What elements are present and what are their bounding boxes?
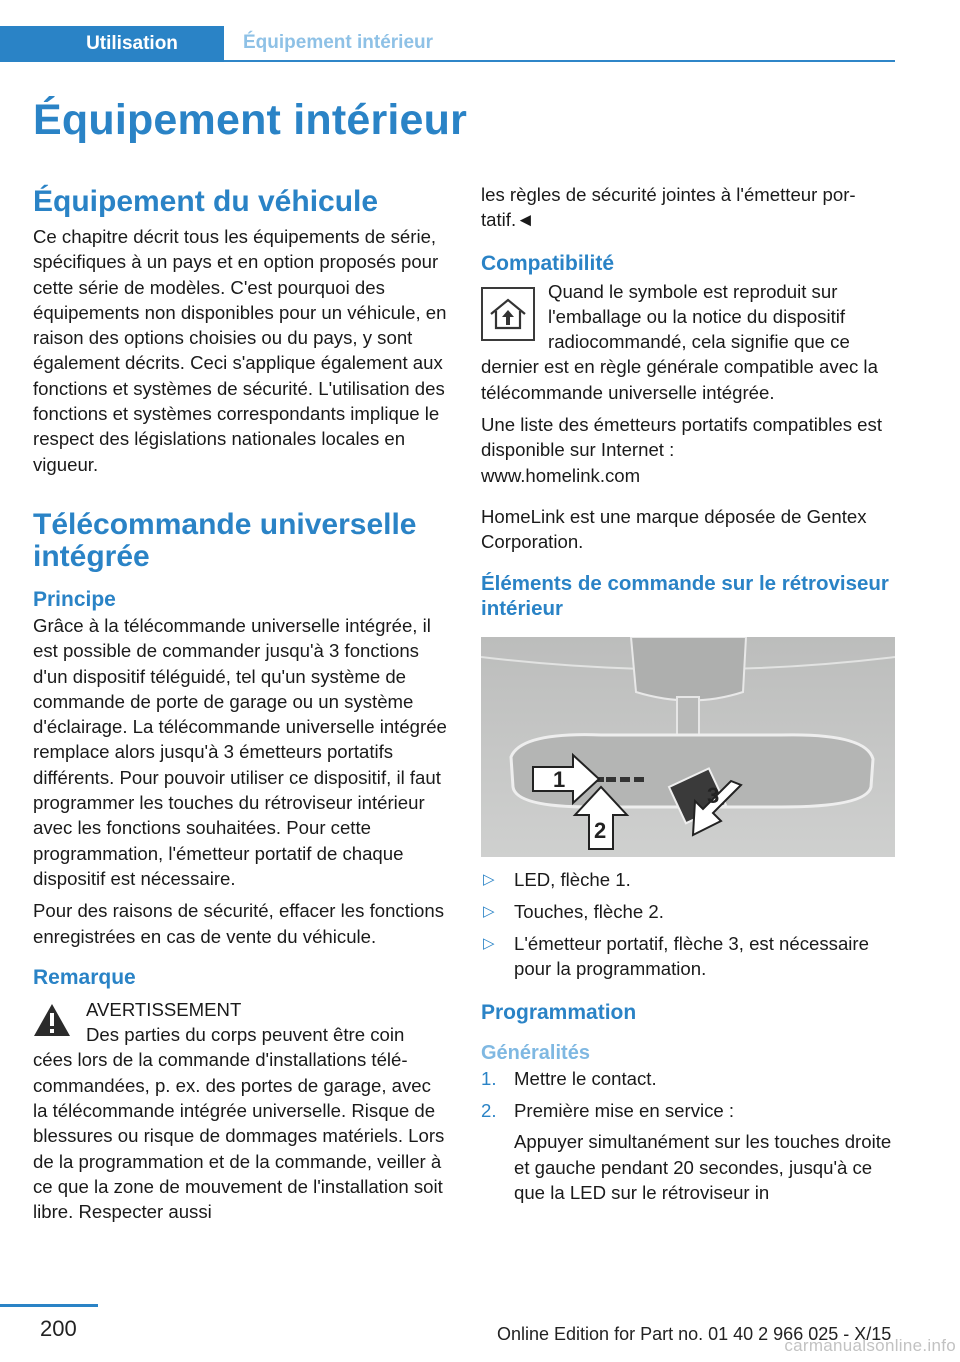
general-heading: Généralités — [481, 1041, 590, 1064]
compatibility-text-a: Quand le symbole est reproduit sur l'emballage ou la notice du dispositif radiocommandé, cela signifie que ce — [548, 280, 850, 353]
vehicle-equipment-heading: Équipement du véhicule — [33, 185, 379, 218]
rearview-mirror-illustration — [481, 637, 895, 857]
compatible-list-text: Une liste des émetteurs portatifs compatibles est disponible sur Internet : — [481, 414, 882, 461]
controls-list — [481, 867, 897, 982]
list-item-text: Touches, flèche 2. — [514, 900, 664, 922]
warning-triangle-icon — [33, 1002, 71, 1038]
note-heading: Remarque — [33, 965, 136, 989]
programming-heading: Programmation — [481, 1000, 637, 1024]
list-item — [481, 931, 897, 982]
warning-title: AVERTISSEMENT — [86, 998, 242, 1020]
list-item — [481, 899, 897, 924]
header-rule — [224, 60, 895, 62]
vehicle-equipment-text: Ce chapitre décrit tous les équipements de série, spécifiques à un pays et en option proposés pour cette série de modèles. C'est pourquoi des équipements non disponibles pour un véhicule, en raison des options choisies ou du pays, y sont également décrits. Ceci s'applique également aux fonctions et systèmes de sécurité. L'utilisation des fonctions et systèmes correspondants implique le respect des législations nationales locales en vigueur. — [33, 226, 447, 475]
step-item — [481, 1066, 897, 1091]
warning-continuation: les règles de sécurité jointes à l'émetteur portatif.◄ — [481, 184, 856, 231]
step-text: Mettre le contact. — [514, 1067, 657, 1089]
home-symbol-icon — [481, 287, 535, 341]
triangle-bullet-icon: ▷ — [483, 902, 495, 920]
arrow-label-2: 2 — [594, 817, 607, 843]
step-number: 2. — [481, 1100, 497, 1122]
arrow-label-3: 3 — [707, 782, 720, 808]
warning-block — [33, 997, 449, 1048]
page-number: 200 — [40, 1316, 77, 1341]
controls-heading: Éléments de commande sur le rétroviseur intérieur — [481, 571, 889, 620]
right-column — [481, 182, 897, 1205]
homelink-url[interactable]: www.homelink.com — [481, 464, 641, 486]
step-text: Première mise en service : — [514, 1100, 735, 1122]
safety-text: Pour des raisons de sécurité, effacer les fonctions enregistrées en cas de vente du véhicule. — [33, 900, 445, 947]
tab-utilisation[interactable]: Utilisation — [0, 26, 224, 62]
compatibility-block — [481, 279, 897, 355]
trademark-text: HomeLink est une marque déposée de Gentex Corporation. — [481, 505, 867, 553]
step-number: 1. — [481, 1067, 497, 1089]
programming-steps — [481, 1066, 897, 1124]
left-column — [33, 182, 449, 1225]
principle-heading: Principe — [33, 587, 116, 611]
header-tabs — [0, 26, 895, 62]
tab-equipement-interieur[interactable]: Équipement intérieur — [243, 32, 434, 53]
step-item — [481, 1098, 897, 1123]
page-number-rule — [0, 1304, 98, 1307]
list-item-text: LED, flèche 1. — [514, 868, 631, 890]
compatibility-heading: Compatibilité — [481, 251, 615, 275]
principle-text: Grâce à la télécommande universelle intégrée, il est possible de commander jusqu'à 3 fonctions d'un dispositif téléguidé, tel qu'un système de commande de porte de garage ou un système d'éclairage. La télécommande universelle intégrée remplace alors jusqu'à 3 émetteurs portatifs différents. Pour pouvoir utiliser ce dispositif, il faut programmer les touches du rétroviseur intérieur avec les fonctions souhaitées. Pour cette programmation, l'émetteur portatif de chaque dispositif est nécessaire. — [33, 614, 447, 889]
mirror-figure — [481, 637, 895, 857]
compatibility-text-b: dernier est en règle générale compatible avec la télécommande universelle intégrée. — [481, 356, 878, 403]
warning-text-a: Des parties du corps peuvent être coin — [86, 1024, 405, 1046]
step-2-detail: Appuyer simultanément sur les touches droite et gauche pendant 20 secondes, jusqu'à ce que la LED sur le rétroviseur in — [514, 1131, 892, 1203]
watermark: carmanualsonline.info — [784, 1336, 956, 1355]
triangle-bullet-icon: ▷ — [483, 870, 495, 888]
warning-text-b: cées lors de la commande d'installations télécommandées, p. ex. des portes de garage, avec la télécommande intégrée universelle. Risque de blessures ou risque de dommages matériels. Lors de la programmation et de la commande, veiller à ce que la zone de mouvement de l'installation soit libre. Respecter aussi — [33, 1049, 445, 1223]
edition-footer: Online Edition for Part no. 01 40 2 966 025 - X/15 — [497, 1324, 892, 1344]
triangle-bullet-icon: ▷ — [483, 935, 495, 953]
universal-remote-heading: Télécommande universelle intégrée — [33, 507, 417, 573]
page-title: Équipement intérieur — [33, 96, 468, 144]
list-item-text: L'émetteur portatif, flèche 3, est nécessaire pour la programmation. — [514, 933, 869, 980]
list-item — [481, 867, 897, 892]
arrow-label-1: 1 — [553, 766, 566, 792]
